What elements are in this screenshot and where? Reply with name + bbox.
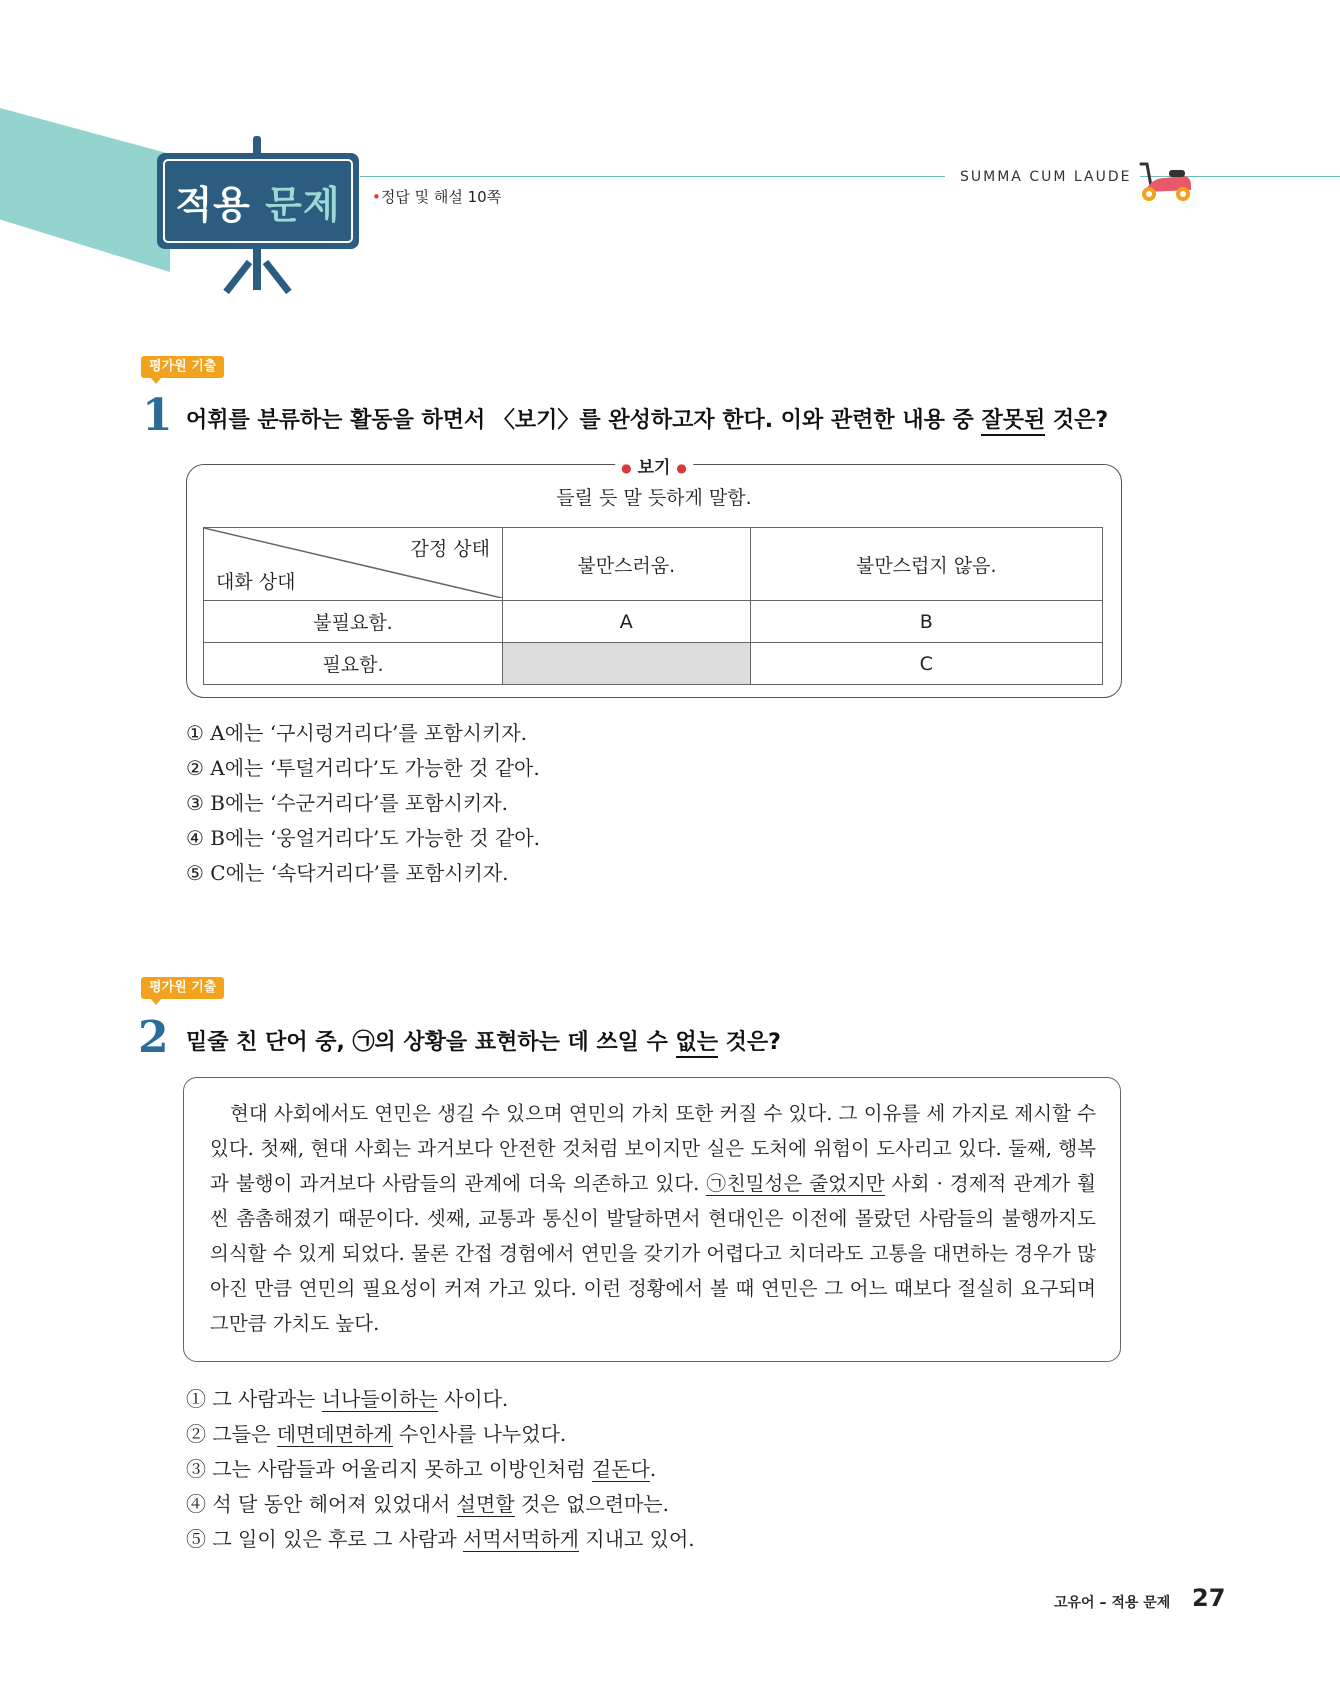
q2-question: 밑줄 친 단어 중, ㉠의 상황을 표현하는 데 쓰일 수 없는 것은? xyxy=(186,1025,781,1056)
page-number: 27 xyxy=(1192,1584,1226,1612)
row-label-necessary: 필요함. xyxy=(204,643,503,685)
cell-shaded xyxy=(503,643,751,685)
passage-marked-phrase: ㉠친밀성은 줄었지만 xyxy=(706,1172,885,1195)
sign-leg-right xyxy=(263,260,292,294)
cell-a: A xyxy=(503,601,751,643)
header-emotion-state: 감정 상태 xyxy=(410,538,490,560)
header-teal-band xyxy=(0,108,170,272)
q2-option-2[interactable]: ② 그들은 데면데면하게 수인사를 나누었다. xyxy=(186,1422,567,1446)
q1-option-1[interactable]: ① A에는 ‘구시렁거리다’를 포함시키자. xyxy=(186,721,527,745)
col-header-not-dissatisfied: 불만스럽지 않음. xyxy=(750,528,1102,601)
q1-option-2[interactable]: ② A에는 ‘투덜거리다’도 가능한 것 같아. xyxy=(186,756,540,780)
footer-chapter: 고유어 – 적용 문제 xyxy=(1054,1595,1171,1611)
example-box-label: ● 보기 ● xyxy=(615,453,693,478)
q1-number: 1 xyxy=(142,390,173,441)
q1-options xyxy=(186,716,540,891)
header-conversation-partner: 대화 상대 xyxy=(216,571,296,593)
q2-option-5[interactable]: ⑤ 그 일이 있은 후로 그 사람과 서먹서먹하게 지내고 있어. xyxy=(186,1527,695,1551)
q2-passage: 현대 사회에서도 연민은 생길 수 있으며 연민의 가치 또한 커질 수 있다. 그 이유를 세 가지로 제시할 수 있다. 첫째, 현대 사회는 과거보다 안전한 것처럼 보이지만 실은 도처에 위험이 도사리고 있다. 둘째, 행복과 불행이 과거보다 사람들의 관계에 더욱 의존하고 있다. ㉠친밀성은 줄었지만 사회 · 경제적 관계가 훨씬 촘촘해졌기 때문이다. 셋째, 교통과 통신이 발달하면서 현대인은 이전에 몰랐던 사람들의 불행까지도 의식할 수 있게 되었다. 물론 간접 경험에서 연민을 갖기가 어렵다고 치더라도 고통을 대면하는 경우가 많아진 만큼 연민의 필요성이 커져 가고 있다. 이런 정황에서 볼 때 연민은 그 어느 때보다 절실히 요구되며 그만큼 가치도 높다. xyxy=(210,1102,1097,1335)
q2-passage-box xyxy=(183,1077,1121,1362)
q1-option-5[interactable]: ⑤ C에는 ‘속닥거리다’를 포함시키자. xyxy=(186,861,509,885)
answer-reference: •정답 및 해설 10쪽 xyxy=(372,188,502,206)
q1-question: 어휘를 분류하는 활동을 하면서 〈보기〉를 완성하고자 한다. 이와 관련한 내용 중 잘못된 것은? xyxy=(186,403,1108,434)
q2-option-3[interactable]: ③ 그는 사람들과 어울리지 못하고 이방인처럼 겉돈다. xyxy=(186,1457,657,1481)
header-rule xyxy=(360,176,945,177)
q1-underlined-word: 잘못된 xyxy=(981,408,1045,436)
example-box-definition: 들릴 듯 말 듯하게 말함. xyxy=(556,487,752,509)
table-diagonal-header xyxy=(204,528,503,601)
classification-table xyxy=(203,527,1103,685)
section-title: 적용 문제 xyxy=(175,182,341,227)
col-header-dissatisfied: 불만스러움. xyxy=(503,528,751,601)
brand-label: SUMMA CUM LAUDE xyxy=(960,169,1132,185)
cell-b: B xyxy=(750,601,1102,643)
row-label-unnecessary: 불필요함. xyxy=(204,601,503,643)
q2-source-tag: 평가원 기출 xyxy=(141,977,224,999)
scooter-icon xyxy=(1133,156,1195,204)
q1-option-4[interactable]: ④ B에는 ‘웅얼거리다’도 가능한 것 같아. xyxy=(186,826,540,850)
sign-pole-bottom xyxy=(253,248,261,290)
q2-options xyxy=(186,1382,695,1557)
section-sign xyxy=(157,153,359,249)
q2-number: 2 xyxy=(138,1012,169,1063)
q2-option-4[interactable]: ④ 석 달 동안 헤어져 있었대서 설면할 것은 없으련마는. xyxy=(186,1492,669,1516)
cell-c: C xyxy=(750,643,1102,685)
q2-option-1[interactable]: ① 그 사람과는 너나들이하는 사이다. xyxy=(186,1387,509,1411)
q1-example-box xyxy=(186,458,1122,698)
q1-source-tag: 평가원 기출 xyxy=(141,356,224,378)
sign-leg-left xyxy=(223,260,252,294)
q1-option-3[interactable]: ③ B에는 ‘수군거리다’를 포함시키자. xyxy=(186,791,508,815)
q2-underlined-word: 없는 xyxy=(676,1030,719,1058)
